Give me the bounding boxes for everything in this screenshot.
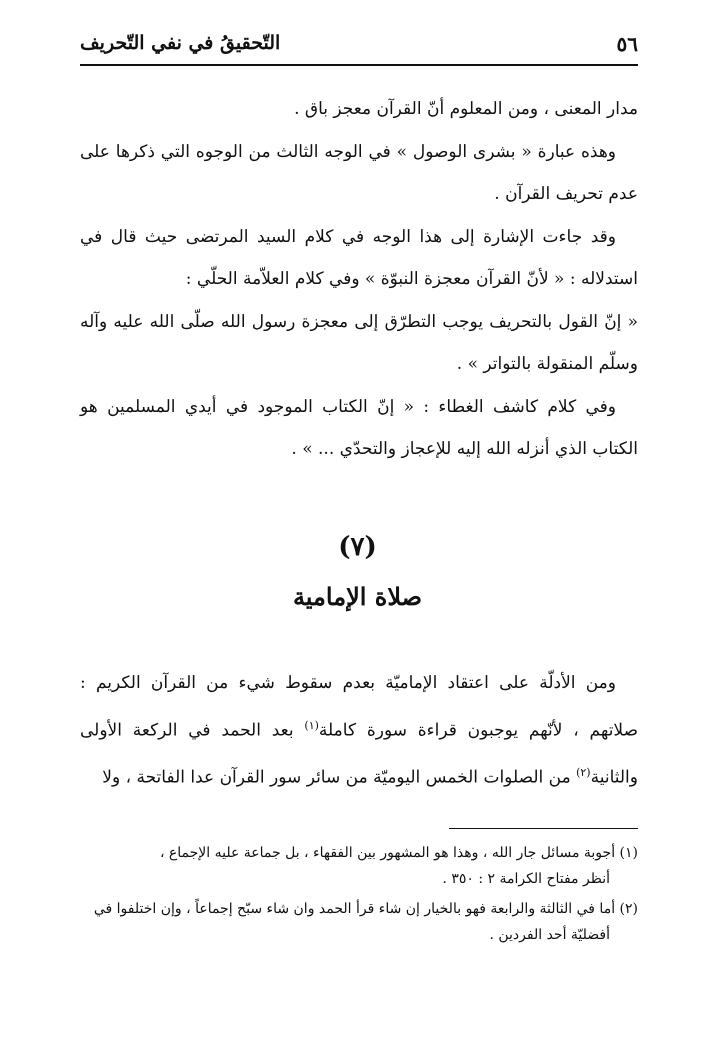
section-number: (٧) xyxy=(338,532,377,562)
footnote xyxy=(80,840,638,892)
paragraph xyxy=(80,662,638,799)
footnote-text: (١) أجوبة مسائل جار الله ، وهذا هو المشهور بين الفقهاء ، بل جماعة عليه الإجماع ، xyxy=(159,845,638,861)
paragraph-text: من الصلوات الخمس اليوميّة من سائر سور القرآن عدا الفاتحة ، ولا xyxy=(102,767,577,788)
paragraph: وهذه عبارة « بشرى الوصول » في الوجه الثالث من الوجوه التي ذكرها على عدم تحريف القرآن . xyxy=(80,141,638,204)
page-number: ٥٦ xyxy=(616,32,638,56)
paragraph-text: ومن الأدلّة على اعتقاد الإماميّة بعدم سقوط شيء من القرآن الكريم : صلاتهم ، لأنّهم يوجبون قراءة سورة كاملة xyxy=(80,673,638,741)
footnote-ref[interactable]: (٢) xyxy=(576,765,591,779)
page-header xyxy=(80,28,638,64)
section-title: صلاة الإمامية xyxy=(292,582,423,611)
paragraph-text: بعد الحمد في الركعة الأولى والثانية xyxy=(80,720,638,788)
footnotes xyxy=(80,840,638,952)
footnote-text: أفضليّة أحد الفردين . xyxy=(489,927,610,943)
footnote-text: أنظر مفتاح الكرامة ٢ : ٣٥٠ . xyxy=(442,871,610,887)
body-text xyxy=(80,88,638,471)
footnote xyxy=(80,896,638,948)
section-body xyxy=(80,662,638,799)
paragraph: مدار المعنى ، ومن المعلوم أنّ القرآن معجز باق . xyxy=(294,99,638,119)
footnote-rule xyxy=(449,828,638,829)
paragraph: وقد جاءت الإشارة إلى هذا الوجه في كلام السيد المرتضى حيث قال في استدلاله : « لأنّ القرآن معجزة النبوّة » وفي كلام العلاّمة الحلّي : xyxy=(80,226,638,289)
paragraph: « إنّ القول بالتحريف يوجب التطرّق إلى معجزة رسول الله صلّى الله عليه وآله وسلّم المنقولة بالتواتر » . xyxy=(80,311,638,374)
paragraph: وفي كلام كاشف الغطاء : « إنّ الكتاب الموجود في أيدي المسلمين هو الكتاب الذي أنزله الله إليه للإعجاز والتحدّي ... » . xyxy=(80,396,638,459)
footnote-ref[interactable]: (١) xyxy=(304,718,319,732)
header-rule xyxy=(80,64,638,66)
running-title: التّحقيقُ في نفي التّحريف xyxy=(80,32,281,54)
footnote-text: (٢) أما في الثالثة والرابعة فهو بالخيار إن شاء قرأ الحمد وان شاء سبّح إجماعاً ، وإن اختلفوا في xyxy=(93,901,638,917)
